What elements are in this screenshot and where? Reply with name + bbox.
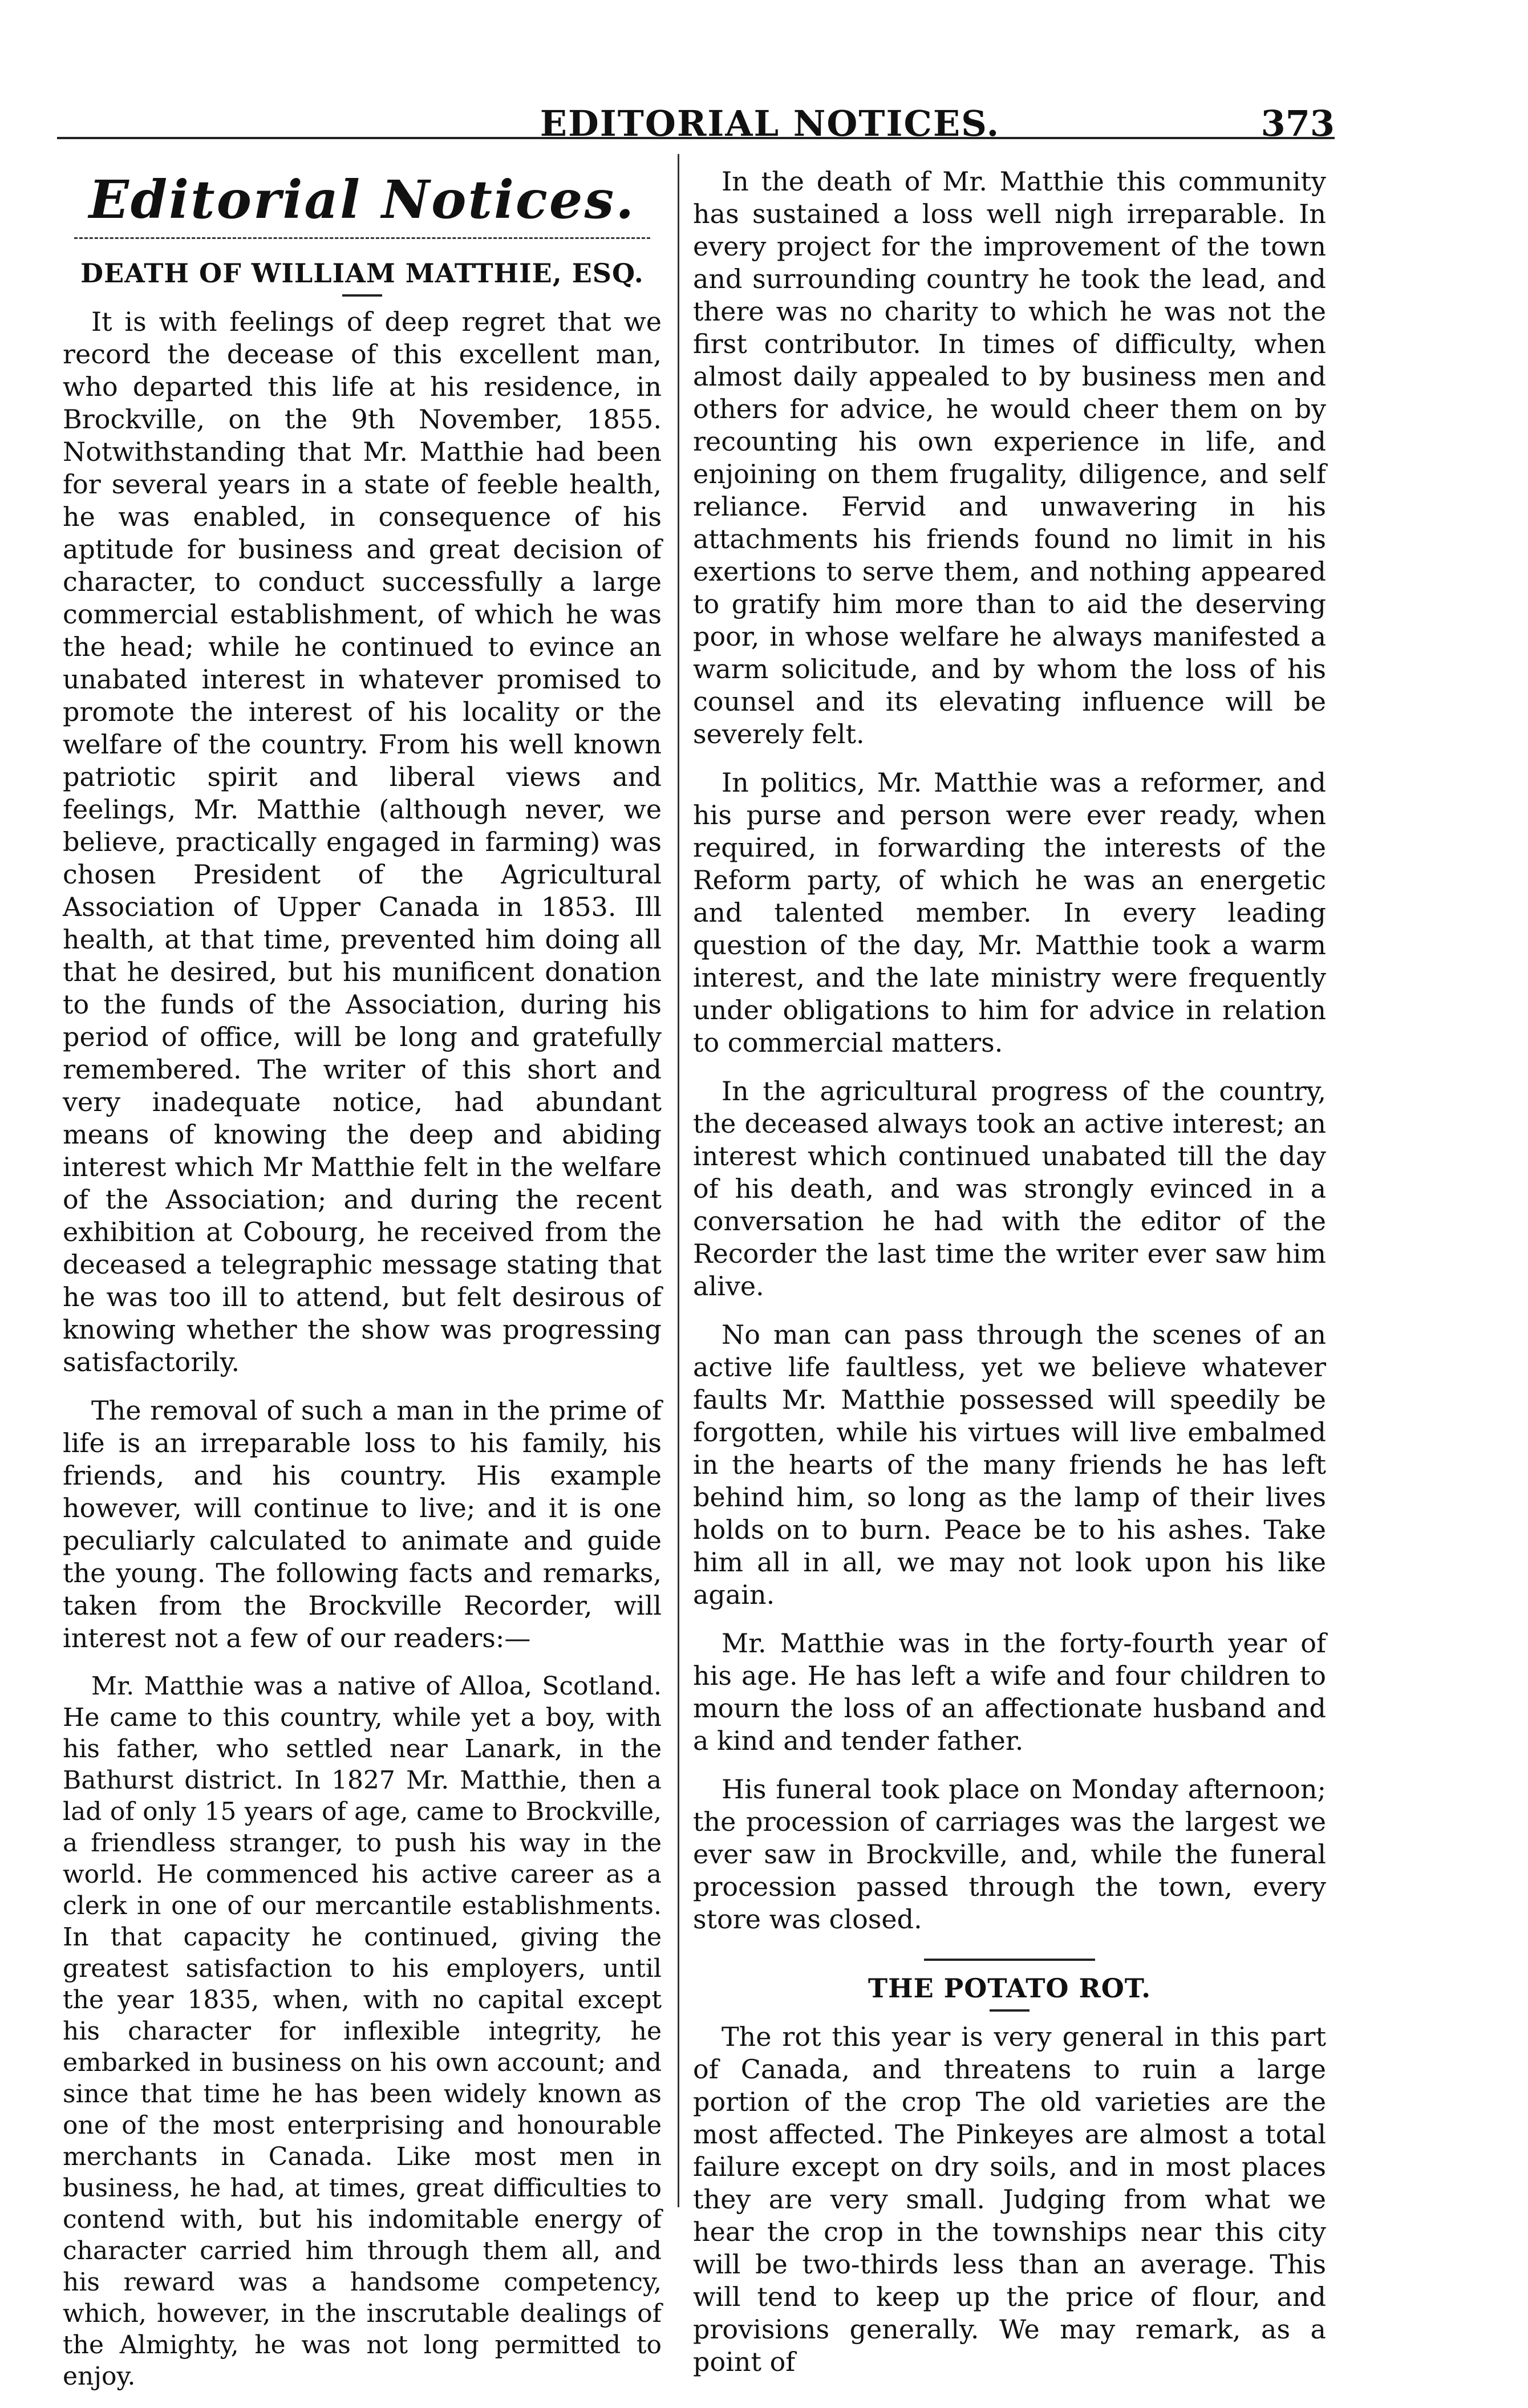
quoted-paragraph: Mr. Matthie was a native of Alloa, Scotland. He came to this country, while yet a boy, with his father, who settled near Lanark, in the Bathurst district. In 1827 Mr. Matthie, then a lad of only 15 years of age, came to Brockville, a friendless stranger, to push his way in the world. He commenced his active career as a clerk in one of our mercantile establishments. In that capacity he continued, giving the greatest satisfaction to his employers, until the year 1835, when, with no capital except his character for inflexible integrity, he embarked in business on his own account; and since that time he has been widely known as one of the most enterprising and honourable merchants in Canada. Like most men in business, he had, at times, great difficulties to contend with, but his indomitable energy of character carried him through them all, and his reward was a handsome competency, which, however, in the inscrutable dealings of the Almighty, he was not long permitted to enjoy.: [63, 1672, 662, 2391]
left-column: [63, 165, 662, 2408]
header-rule: [57, 137, 1335, 139]
column-divider: [678, 154, 679, 2207]
running-title: EDITORIAL NOTICES.: [540, 103, 1000, 144]
section-title: Editorial Notices.: [88, 169, 636, 230]
quoted-paragraph: His funeral took place on Monday afternoon; the procession of carriages was the largest we ever saw in Brockville, and, while the funeral procession passed through the town, every store was closed.: [693, 1774, 1326, 1935]
article-title-matthie: DEATH OF WILLIAM MATTHIE, ESQ.: [80, 258, 644, 289]
quoted-paragraph: Mr. Matthie was in the forty-fourth year of his age. He has left a wife and four children to mourn the loss of an affectionate husband and a kind and tender father.: [693, 1628, 1326, 1756]
quoted-paragraph: In politics, Mr. Matthie was a reformer, and his purse and person were ever ready, when required, in forwarding the interests of the Reform party, of which he was an energetic and talented member. In every leading question of the day, Mr. Matthie took a warm interest, and the late ministry were frequently under obligations to him for advice in relation to commercial matters.: [693, 767, 1326, 1058]
page-number: 373: [1261, 103, 1335, 144]
title-rule: [342, 294, 382, 297]
quoted-paragraph: In the agricultural progress of the country, the deceased always took an active interest; an interest which continued unabated till the day of his death, and was strongly evinced in a conversation he had with the editor of the Recorder the last time the writer ever saw him alive.: [693, 1076, 1326, 1302]
section-rule: [924, 1959, 1095, 1961]
paragraph: The removal of such a man in the prime of life is an irreparable loss to his family, his friends, and his country. His example however, will continue to live; and it is one peculiarly calculated to animate and guide the young. The following facts and remarks, taken from the Brockville Recorder, will interest not a few of our readers:—: [63, 1395, 662, 1653]
paragraph: It is with feelings of deep regret that we record the decease of this excellent man, who departed this life at his residence, in Brockville, on the 9th November, 1855. Notwithstanding that Mr. Matthie had been for several years in a state of feeble health, he was enabled, in consequence of his aptitude for business and great decision of character, to conduct successfully a large commercial establishment, of which he was the head; while he continued to evince an unabated interest in whatever promised to promote the interest of his locality or the welfare of the country. From his well known patriotic spirit and liberal views and feelings, Mr. Matthie (although never, we believe, practically engaged in farming) was chosen President of the Agricultural Association of Upper Canada in 1853. Ill health, at that time, prevented him doing all that he desired, but his munificent donation to the funds of the Association, during his period of office, will be long and gratefully remembered. The writer of this short and very inadequate notice, had abundant means of knowing the deep and abiding interest which Mr Matthie felt in the welfare of the Association; and during the recent exhibition at Cobourg, he received from the deceased a telegraphic message stating that he was too ill to attend, but felt desirous of knowing whether the show was progressing satisfactorily.: [63, 306, 662, 1377]
quoted-paragraph: In the death of Mr. Matthie this community has sustained a loss well nigh irreparable. In every project for the improvement of the town and surrounding country he took the lead, and there was no charity to which he was not the first contributor. In times of difficulty, when almost daily appealed to by business men and others for advice, he would cheer them on by recounting his own experience in life, and enjoining on them frugality, diligence, and self reliance. Fervid and unwavering in his attachments his friends found no limit in his exertions to serve them, and nothing appeared to gratify him more than to aid the deserving poor, in whose welfare he always manifested a warm solicitude, and by whom the loss of his counsel and its elevating influence will be severely felt.: [693, 166, 1326, 749]
quoted-paragraph: No man can pass through the scenes of an active life faultless, yet we believe whatever faults Mr. Matthie possessed will speedily be forgotten, while his virtues will live embalmed in the hearts of the many friends he has left behind him, so long as the lamp of their lives holds on to burn. Peace be to his ashes. Take him all in all, we may not look upon his like again.: [693, 1319, 1326, 1610]
title-rule: [990, 2009, 1030, 2012]
right-column: [693, 165, 1326, 2394]
paragraph: The rot this year is very general in this part of Canada, and threatens to ruin a large portion of the crop The old varieties are the most affected. The Pinkeyes are almost a total failure except on dry soils, and in most places they are very small. Judging from what we hear the crop in the townships near this city will be two-thirds less than an average. This will tend to keep up the price of flour, and provisions generally. We may remark, as a point of: [693, 2021, 1326, 2377]
ornamental-rule: [74, 237, 650, 249]
article-title-potato-rot: THE POTATO ROT.: [868, 1973, 1152, 2004]
